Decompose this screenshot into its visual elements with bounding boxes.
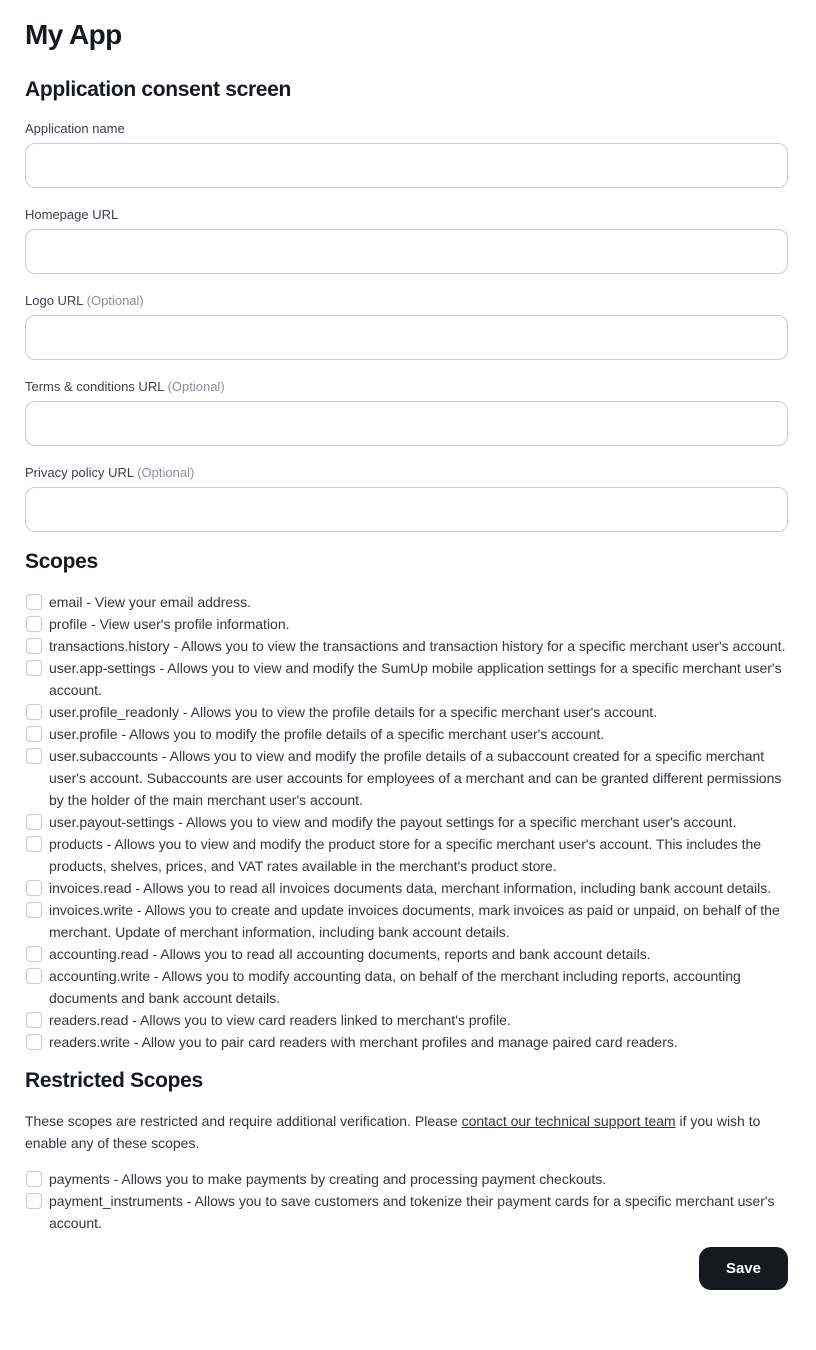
- field-label: Application name: [25, 121, 125, 136]
- optional-suffix: (Optional): [163, 379, 225, 394]
- scope-label: readers.read - Allows you to view card readers linked to merchant's profile.: [49, 1012, 511, 1028]
- logo-url-field: [25, 292, 788, 360]
- user.app-settings-checkbox[interactable]: [26, 660, 42, 676]
- user.subaccounts-checkbox[interactable]: [26, 748, 42, 764]
- scope-label: accounting.read - Allows you to read all accounting documents, reports and bank account details.: [49, 946, 651, 962]
- invoices.write-checkbox[interactable]: [26, 902, 42, 918]
- scope-row-accounting.write: [25, 965, 788, 1009]
- terms-conditions-url-field: [25, 378, 788, 446]
- scope-row-user.app-settings: [25, 657, 788, 701]
- readers.write-checkbox[interactable]: [26, 1034, 42, 1050]
- field-label: Logo URL (Optional): [25, 293, 144, 308]
- scope-label: products - Allows you to view and modify the product store for a specific merchant user's account. This includes the products, shelves, prices, and VAT rates available in the merchant's product store.: [49, 836, 762, 874]
- scope-label: readers.write - Allow you to pair card readers with merchant profiles and manage paired card readers.: [49, 1034, 678, 1050]
- payment_instruments-checkbox[interactable]: [26, 1193, 42, 1209]
- restricted-intro-text-before: These scopes are restricted and require additional verification. Please: [25, 1113, 462, 1129]
- page-title: My App: [25, 19, 122, 50]
- scope-row-user.subaccounts: [25, 745, 788, 811]
- products-checkbox[interactable]: [26, 836, 42, 852]
- field-label: Homepage URL: [25, 207, 119, 222]
- scope-label: user.payout-settings - Allows you to view and modify the payout settings for a specific merchant user's account.: [49, 814, 737, 830]
- homepage-url-field: [25, 206, 788, 274]
- scope-row-email: [25, 591, 788, 613]
- user.profile-checkbox[interactable]: [26, 726, 42, 742]
- scope-label: accounting.write - Allows you to modify accounting data, on behalf of the merchant including reports, accounting documents and bank account details.: [49, 968, 741, 1006]
- homepage-url-input[interactable]: [25, 229, 788, 274]
- scope-label: invoices.write - Allows you to create and update invoices documents, mark invoices as paid or unpaid, on behalf of the merchant. Update of merchant information, including bank account details.: [49, 902, 780, 940]
- scope-label: user.app-settings - Allows you to view and modify the SumUp mobile application settings for a specific merchant user's account.: [49, 660, 782, 698]
- scope-label: user.subaccounts - Allows you to view and modify the profile details of a subaccount created for a specific merchant user's account. Subaccounts are user accounts for employees of a merchant and can be granted different permissions by the holder of the main merchant user's account.: [49, 748, 782, 808]
- scopes-section: [25, 550, 788, 1053]
- application-name-input[interactable]: [25, 143, 788, 188]
- scope-row-profile: [25, 613, 788, 635]
- privacy-policy-url-input[interactable]: [25, 487, 788, 532]
- app-form-page: [25, 0, 788, 1314]
- application-name-field: [25, 120, 788, 188]
- field-label: Terms & conditions URL (Optional): [25, 379, 225, 394]
- transactions.history-checkbox[interactable]: [26, 638, 42, 654]
- restricted-scopes-heading: Restricted Scopes: [25, 1069, 203, 1092]
- scope-row-user.profile: [25, 723, 788, 745]
- scope-label: email - View your email address.: [49, 594, 252, 610]
- scope-label: payment_instruments - Allows you to save customers and tokenize their payment cards for a specific merchant user's account.: [49, 1193, 775, 1231]
- scope-row-payments: [25, 1168, 788, 1190]
- user.payout-settings-checkbox[interactable]: [26, 814, 42, 830]
- scope-label: user.profile - Allows you to modify the profile details of a specific merchant user's account.: [49, 726, 605, 742]
- payments-checkbox[interactable]: [26, 1171, 42, 1187]
- scope-row-payment_instruments: [25, 1190, 788, 1234]
- scope-row-invoices.read: [25, 877, 788, 899]
- form-actions: [25, 1247, 788, 1290]
- user.profile_readonly-checkbox[interactable]: [26, 704, 42, 720]
- scope-row-readers.read: [25, 1009, 788, 1031]
- consent-section: [25, 78, 788, 532]
- email-checkbox[interactable]: [26, 594, 42, 610]
- scope-row-transactions.history: [25, 635, 788, 657]
- scope-label: profile - View user's profile information.: [49, 616, 290, 632]
- scope-label: user.profile_readonly - Allows you to view the profile details for a specific merchant user's account.: [49, 704, 658, 720]
- scope-row-products: [25, 833, 788, 877]
- restricted-scopes-section: [25, 1069, 788, 1234]
- readers.read-checkbox[interactable]: [26, 1012, 42, 1028]
- optional-suffix: (Optional): [133, 465, 195, 480]
- contact-support-link[interactable]: contact our technical support team: [461, 1113, 676, 1129]
- scope-row-user.profile_readonly: [25, 701, 788, 723]
- restricted-scopes-intro: [25, 1110, 770, 1154]
- accounting.write-checkbox[interactable]: [26, 968, 42, 984]
- scope-label: invoices.read - Allows you to read all invoices documents data, merchant information, including bank account details.: [49, 880, 772, 896]
- optional-suffix: (Optional): [83, 293, 144, 308]
- scope-row-user.payout-settings: [25, 811, 788, 833]
- logo-url-input[interactable]: [25, 315, 788, 360]
- scope-label: payments - Allows you to make payments by creating and processing payment checkouts.: [49, 1171, 607, 1187]
- scope-row-readers.write: [25, 1031, 788, 1053]
- privacy-policy-url-field: [25, 464, 788, 532]
- scopes-list: [25, 591, 788, 1053]
- restricted-scopes-list: [25, 1168, 788, 1234]
- profile-checkbox[interactable]: [26, 616, 42, 632]
- invoices.read-checkbox[interactable]: [26, 880, 42, 896]
- accounting.read-checkbox[interactable]: [26, 946, 42, 962]
- scope-row-invoices.write: [25, 899, 788, 943]
- consent-section-heading: Application consent screen: [25, 78, 292, 101]
- restricted-intro-text-after: if you wish to enable any of these scopes.: [25, 1113, 761, 1151]
- scopes-section-heading: Scopes: [25, 550, 98, 573]
- scope-row-accounting.read: [25, 943, 788, 965]
- scope-label: transactions.history - Allows you to view the transactions and transaction history for a specific merchant user's account.: [49, 638, 786, 654]
- save-button[interactable]: Save: [699, 1247, 788, 1290]
- consent-fields: [25, 120, 788, 532]
- terms-conditions-url-input[interactable]: [25, 401, 788, 446]
- field-label: Privacy policy URL (Optional): [25, 465, 195, 480]
